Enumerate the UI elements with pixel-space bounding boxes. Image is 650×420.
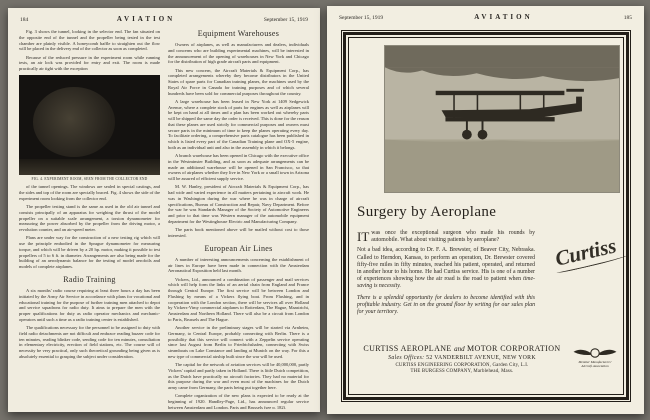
ad-intro-text: was once the exceptional surgeon who made his rounds by automobile. What about visiting patients by aeroplane?: [371, 230, 535, 244]
curtiss-advertisement: [343, 32, 629, 400]
text-columns: [8, 25, 320, 409]
page-header-right: [327, 6, 644, 23]
paragraph: Because of the reduced pressure in the experiment room while running tests, an air lock was provided for entry and exit. The room is made practically air tight with the exception: [19, 54, 160, 71]
curtiss-script-logo: [541, 231, 631, 277]
biplane-illustration: [385, 46, 619, 192]
issue-date: September 15, 1919: [339, 15, 384, 21]
collector-duct-shape: [33, 87, 115, 157]
division-line-2: THE BURGESS COMPANY, Marblehead, Mass.: [410, 369, 514, 374]
ad-body-emphasis: time-saving is necessity.: [357, 276, 535, 290]
section-heading-equipment-warehouses: Equipment Warehouses: [197, 29, 280, 38]
paragraph: The qualifications necessary for the personnel to be assigned to duty with field radio detachments are not difficult and embrace reading buzzer code for ten minutes, reading blinker code, sending code for ten minutes, consultation in elementary electricity, erection of field stations, etc. The course will of necessity be very practical, only such theoretical grounding being given as is absolutely essential to grasping the subject under consideration.: [19, 325, 160, 359]
wings-icon: [572, 346, 618, 360]
logo-text: Curtiss: [552, 233, 619, 271]
magazine-title: AVIATION: [116, 15, 176, 23]
sales-office-label: Sales Offices:: [388, 355, 425, 361]
figure-caption: FIG. 4. EXPERIMENT ROOM, SEEN FROM THE COLLECTOR END: [31, 176, 148, 181]
division-line-1: CURTISS ENGINEERING CORPORATION, Garden City, L.I.: [395, 362, 529, 368]
paragraph: This new concern, the Aircraft Materials & Equipment Corp., has completed arrangements whereby they become distributors in the United States of spare parts for Canadian training planes, the machines used by the Royal Air Force in Canada for training purposes and of which several hundreds have been sold for commercial purposes throughout the country.: [168, 67, 309, 96]
issue-date: September 15, 1919: [263, 17, 308, 23]
paragraph: The propeller testing stand is the same as used in the old air tunnel and consists principally of an apparatus for weighing the thrust of the model propeller on a suitable scale arrangement, a torsion dynamometer for measuring the power absorbed by the propeller from the driving motor, a revolution counter, and an air-speed meter.: [19, 204, 160, 233]
paragraph: A number of interesting announcements concerning the establishment of air lines in Europe have been made in connection with the Amsterdam Aeronautical Exposition held last month.: [168, 256, 309, 274]
page-left: [8, 8, 320, 412]
page-number: 184: [20, 17, 29, 23]
paragraph: A large warehouse has been leased in New York at 1409 Sedgewick Avenue, where a complete stock of parts for engines as well as airplanes will be kept on hand at all times and a plan has been worked out whereby parts will be shipped the same day the order is received. This is done for the reason that these planes are used strictly for commercial purposes and owners must secure parts in the minimum of time to keep the planes operating every day. To facilitate ordering, a comprehensive parts catalogue has been published in which is listed every part of the Canadian Training plane and OX-5 engine, both as an individual unit and also in the assembly in which it belongs.: [168, 98, 309, 150]
badge-text-line-2: Aircraft Association: [581, 364, 609, 369]
dealer-note: There is a splendid opportunity for dealers to become identified with this profitable industry. Get in on the ground floor by writing for our sales plan for your territory.: [357, 294, 535, 315]
paragraph: M. W. Hanley, president of Aircraft Materials & Equipment Corp., has had wide and varied experience in all matters pertaining to aircraft work. He was in Washington during the war where he was in charge of aircraft specifications, Bureau of Construction and Repair, Navy Department. Before the war he was Standards Manager of the Society of Automotive Engineers and prior to that time was Western manager of the automobile equipment department for the Westinghouse Electric and Manufacturing Company.: [168, 184, 309, 224]
paragraph: The parts book mentioned above will be mailed without cost to those interested.: [168, 227, 309, 238]
paragraph: The capital for the network of aviation services will be 40,000,000, partly Vickers' capital and partly taken in Holland. There is little Dutch competition, as the Dutch have practically no aircraft factories. They had no material for this purpose during the war and even most of the machines for the Dutch army came from Germany, the parts being put together here.: [168, 362, 309, 391]
company-name-post: MOTOR CORPORATION: [467, 344, 561, 353]
paragraph: Owners of airplanes, as well as manufacturers and dealers, individuals and concerns who are building experimental machines, will be interested in the announcement of the opening of warehouses in New York and Chicago for the distribution of high grade aircraft parts and equipment.: [168, 42, 309, 65]
magazine-title: AVIATION: [474, 13, 533, 21]
paragraph: Complete organization of the new plans is expected to be ready at the beginning of 1920. Handley-Page, Ltd., has announced regular service between Amsterdam and London, Paris and Brussels (see p. 182).: [168, 393, 309, 409]
page-right: [327, 6, 644, 414]
company-name-pre: CURTISS AEROPLANE: [363, 344, 452, 353]
badge-text-line-1: Member Manufacturers': [578, 360, 612, 364]
sales-office-line: [351, 355, 573, 361]
paragraph: Fig. 3 shows the tunnel, looking in the selector end. The fan situated on the opposite end of the tunnel and the propeller being tested in the test chamber are plainly visible. A honeycomb baffle to straighten out the flow will be placed in the delivery end of the collector as soon as completed.: [19, 29, 160, 52]
ad-body-main: Not a bad idea, according to Dr. F. A. Brewster, of Beaver City, Nebraska. Called to Herndon, Kansas, to perform an operation, Dr. Brewster covered fifty-five miles in fifty minutes, reached his patient, operated, and returned in another hour to his home. He had Curtiss service. His is one of a number of experiences showing how the air road is the road to patient when: [357, 247, 535, 283]
section-heading-european-air-lines: European Air Lines: [204, 243, 273, 253]
paragraph: A branch warehouse has been opened in Chicago with the executive office in the Westminster Building, and as soon as adequate arrangements can be made an additional warehouse will be opened in San Francisco, so that owners of airplanes whether they live in New York or a small town in Arizona will be assured of efficient supply service.: [168, 153, 309, 182]
drop-cap: IT: [357, 229, 370, 244]
section-heading-radio-training: Radio Training: [63, 274, 116, 284]
company-name: [351, 344, 573, 353]
photo-floor-shape: [19, 159, 160, 175]
paragraph: A six months' radio course requiring at least three hours a day has been initiated by the Army Air Service in accordance with plans for vocational and educational training for the purpose of further training men attached to depot and service squadrons for radio duty. It aims to prepare the men with the proper qualifications for duty as radio operator mechanics and mechanic-operators until such a time as a radio training center is established.: [19, 288, 160, 322]
paragraph: of the tunnel openings. The windows are sealed in special castings, and the sides and top of the room are specially braced. Fig. 4 shows the side of the experiment room looking from the collector end.: [19, 184, 160, 201]
figure-4-photo: [19, 75, 160, 175]
ad-paragraph: [357, 247, 535, 290]
sales-office-address: 52 VANDERBILT AVENUE, NEW YORK: [426, 355, 536, 361]
ad-content: [349, 38, 623, 394]
ad-body-text: [357, 230, 535, 319]
page-number: 185: [623, 15, 632, 21]
column-right: [168, 29, 309, 409]
paragraph: Plans are under way for the construction of a new testing rig which will use the principle embodied in the Sprague dynamometer for measuring torque, and which will be driven by a 20 hp. motor, making it possible to test propellers of 5 to 6 ft. in diameter. Arrangements are also being made for the building of an aerodynamic balance for the testing of model aerofoils and models of complete airplanes.: [19, 235, 160, 270]
column-left: [19, 29, 160, 409]
paragraph: Vickers, Ltd., announced a combination of passenger and mail services which will help form the links of an aerial chain from England and France through Central Europe. The first service will be between London and Flushing by means of a Vickers flying boat. From Flushing, and in cooperation with the London section, there will be services all over Holland by Vickers-Vimy commercial airplanes to Rotterdam, The Hague, Maastricht, Amsterdam and Northern Holland. There will also be a circuit from London to Paris, Brussels and The Hague.: [168, 276, 309, 322]
company-block: [351, 344, 573, 374]
paragraph: Another service in the preliminary stages will be started via Arnheim, Germany, to Central Europe, probably connecting with Berlin. There is a possibility that this service will connect with a Zeppelin service operating since last August from Berlin to Friedrichshafen, connecting with Swiss steamboats on Lake Constance and landing at Munich on the way. For this a new type of commercial airship built since the war will be used.: [168, 325, 309, 359]
biplane-photo: [385, 46, 619, 192]
company-name-and: and: [454, 345, 465, 353]
ad-headline: Surgery by Aeroplane: [357, 204, 497, 220]
ad-paragraph: [357, 230, 535, 244]
manufacturers-association-badge: [567, 346, 623, 369]
page-header-left: [8, 8, 320, 25]
